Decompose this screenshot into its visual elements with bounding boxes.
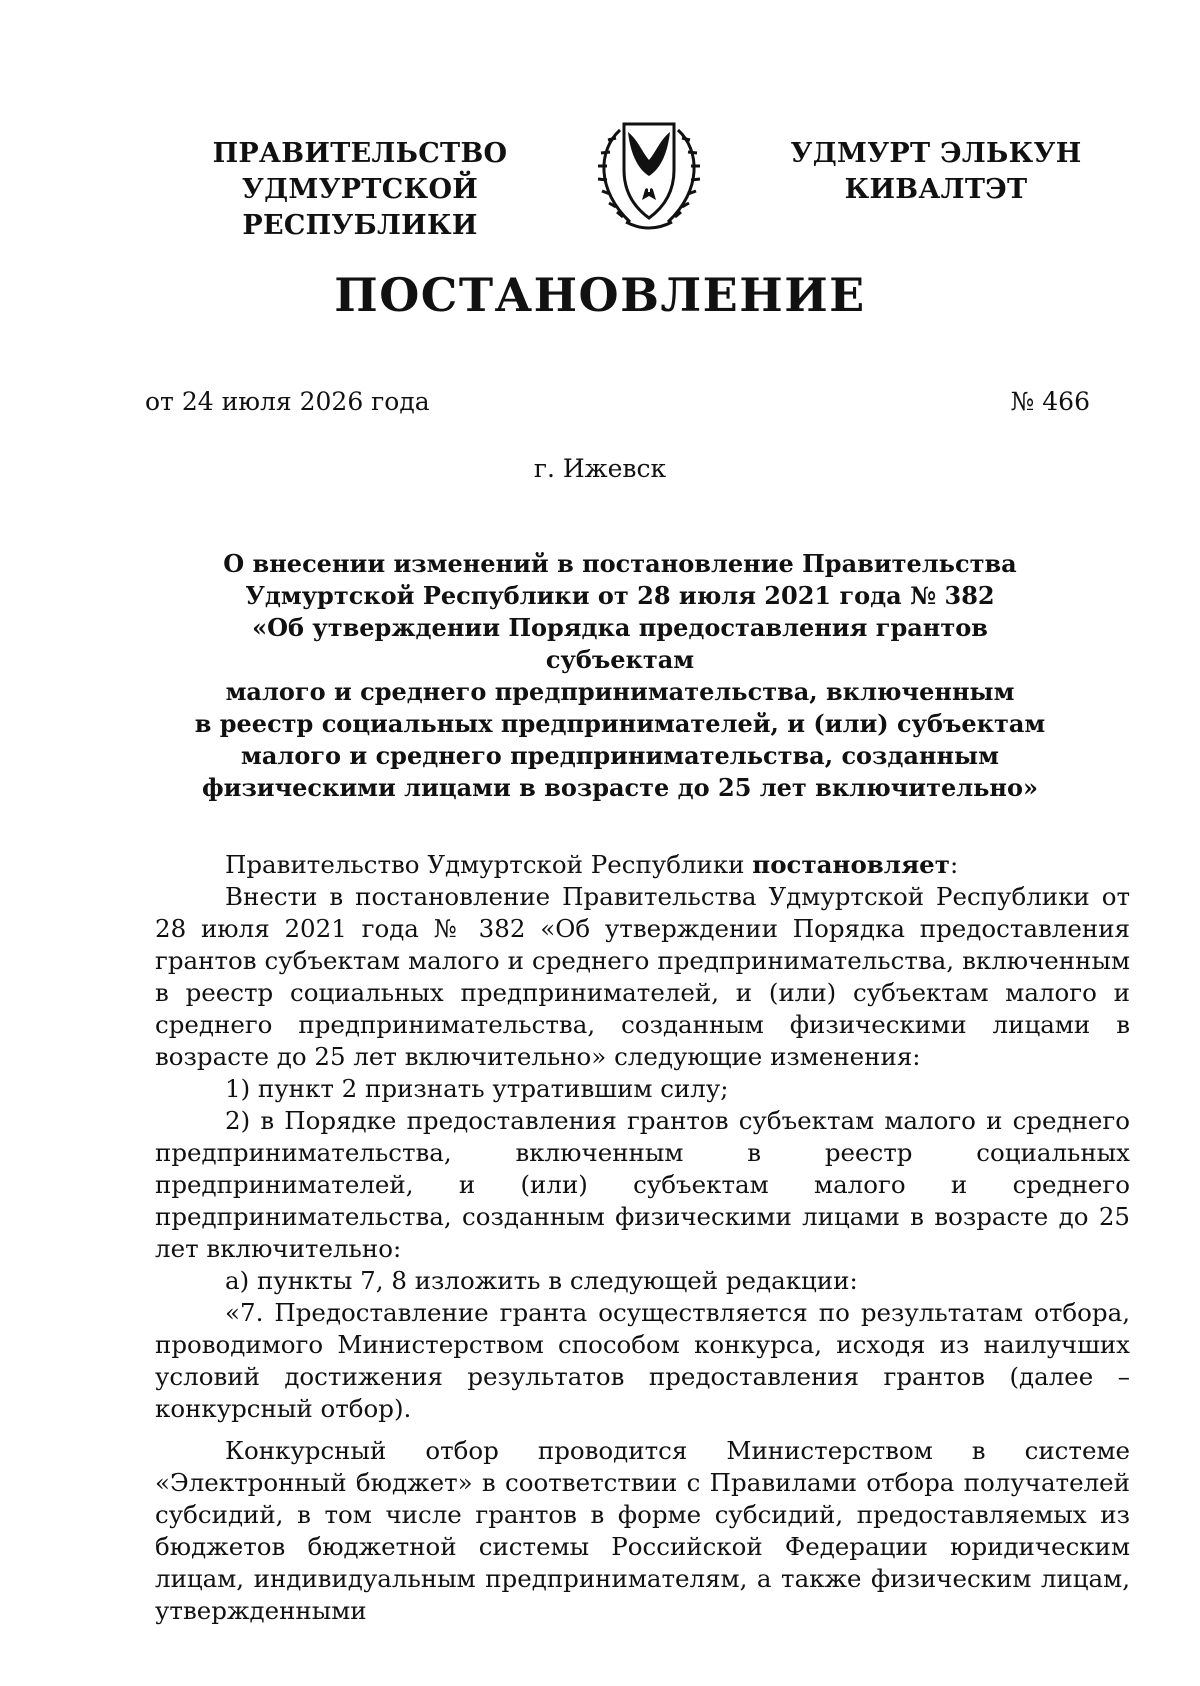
body-paragraph: «7. Предоставление гранта осуществляется по результатам отбора, проводимого Министерством способом конкурса, исходя из наилучших условий достижения результатов предоставления грантов (далее – конкурсный отбор). bbox=[155, 1298, 1130, 1423]
header-right-block bbox=[786, 136, 1086, 208]
document-title: ПОСТАНОВЛЕНИЕ bbox=[334, 268, 866, 322]
document-city: г. Ижевск bbox=[533, 454, 667, 483]
body-paragraph: Внести в постановление Правительства Удмуртской Республики от 28 июля 2021 года № 382 «Об утверждении Порядка предоставления грантов субъектам малого и среднего предпринимательства, включенным в реестр социальных предпринимателей, и (или) субъектам малого и среднего предпринимательства, созданным физическими лицами в возрасте до 25 лет включительно» следующие изменения: bbox=[155, 882, 1130, 1071]
document-subject bbox=[190, 548, 1050, 804]
header-right-line1: УДМУРТ ЭЛЬКУН bbox=[790, 138, 1082, 169]
subject-line: О внесении изменений в постановление Правительства bbox=[223, 549, 1017, 578]
body-keyword: постановляет bbox=[752, 850, 950, 879]
document-body bbox=[155, 849, 1130, 1627]
subject-line: в реестр социальных предпринимателей, и (или) субъектам bbox=[194, 709, 1046, 738]
subject-line: малого и среднего предпринимательства, включенным bbox=[225, 677, 1015, 706]
document-number: № 466 bbox=[1010, 387, 1090, 416]
header-left-block bbox=[140, 136, 580, 244]
header-right-line2: КИВАЛТЭТ bbox=[844, 174, 1028, 205]
header-left-line2: УДМУРТСКОЙ РЕСПУБЛИКИ bbox=[241, 174, 479, 241]
subject-line: Удмуртской Республики от 28 июля 2021 года № 382 bbox=[245, 581, 995, 610]
coat-of-arms-icon bbox=[590, 110, 708, 238]
body-paragraph: Конкурсный отбор проводится Министерством в системе «Электронный бюджет» в соответствии с Правилами отбора получателей субсидий, в том числе грантов в форме субсидий, предоставляемых из бюджетов бюджетной системы Российской Федерации юридическим лицам, индивидуальным предпринимателям, а также физическим лицам, утвержденными bbox=[155, 1436, 1130, 1625]
document-date: от 24 июля 2026 года bbox=[145, 387, 430, 416]
header-left-line1: ПРАВИТЕЛЬСТВО bbox=[212, 138, 508, 169]
body-paragraph: а) пункты 7, 8 изложить в следующей редакции: bbox=[225, 1266, 858, 1295]
body-paragraph: 2) в Порядке предоставления грантов субъектам малого и среднего предпринимательства, включенным в реестр социальных предпринимателей, и (или) субъектам малого и среднего предпринимательства, созданным физическими лицами в возрасте до 25 лет включительно: bbox=[155, 1106, 1130, 1263]
body-text: Правительство Удмуртской Республики bbox=[225, 850, 753, 879]
subject-line: «Об утверждении Порядка предоставления грантов субъектам bbox=[252, 613, 988, 674]
body-text: : bbox=[949, 850, 959, 879]
subject-line: физическими лицами в возрасте до 25 лет включительно» bbox=[202, 773, 1038, 802]
subject-line: малого и среднего предпринимательства, созданным bbox=[241, 741, 999, 770]
body-paragraph: 1) пункт 2 признать утратившим силу; bbox=[225, 1074, 729, 1103]
body-paragraph bbox=[155, 849, 1130, 881]
